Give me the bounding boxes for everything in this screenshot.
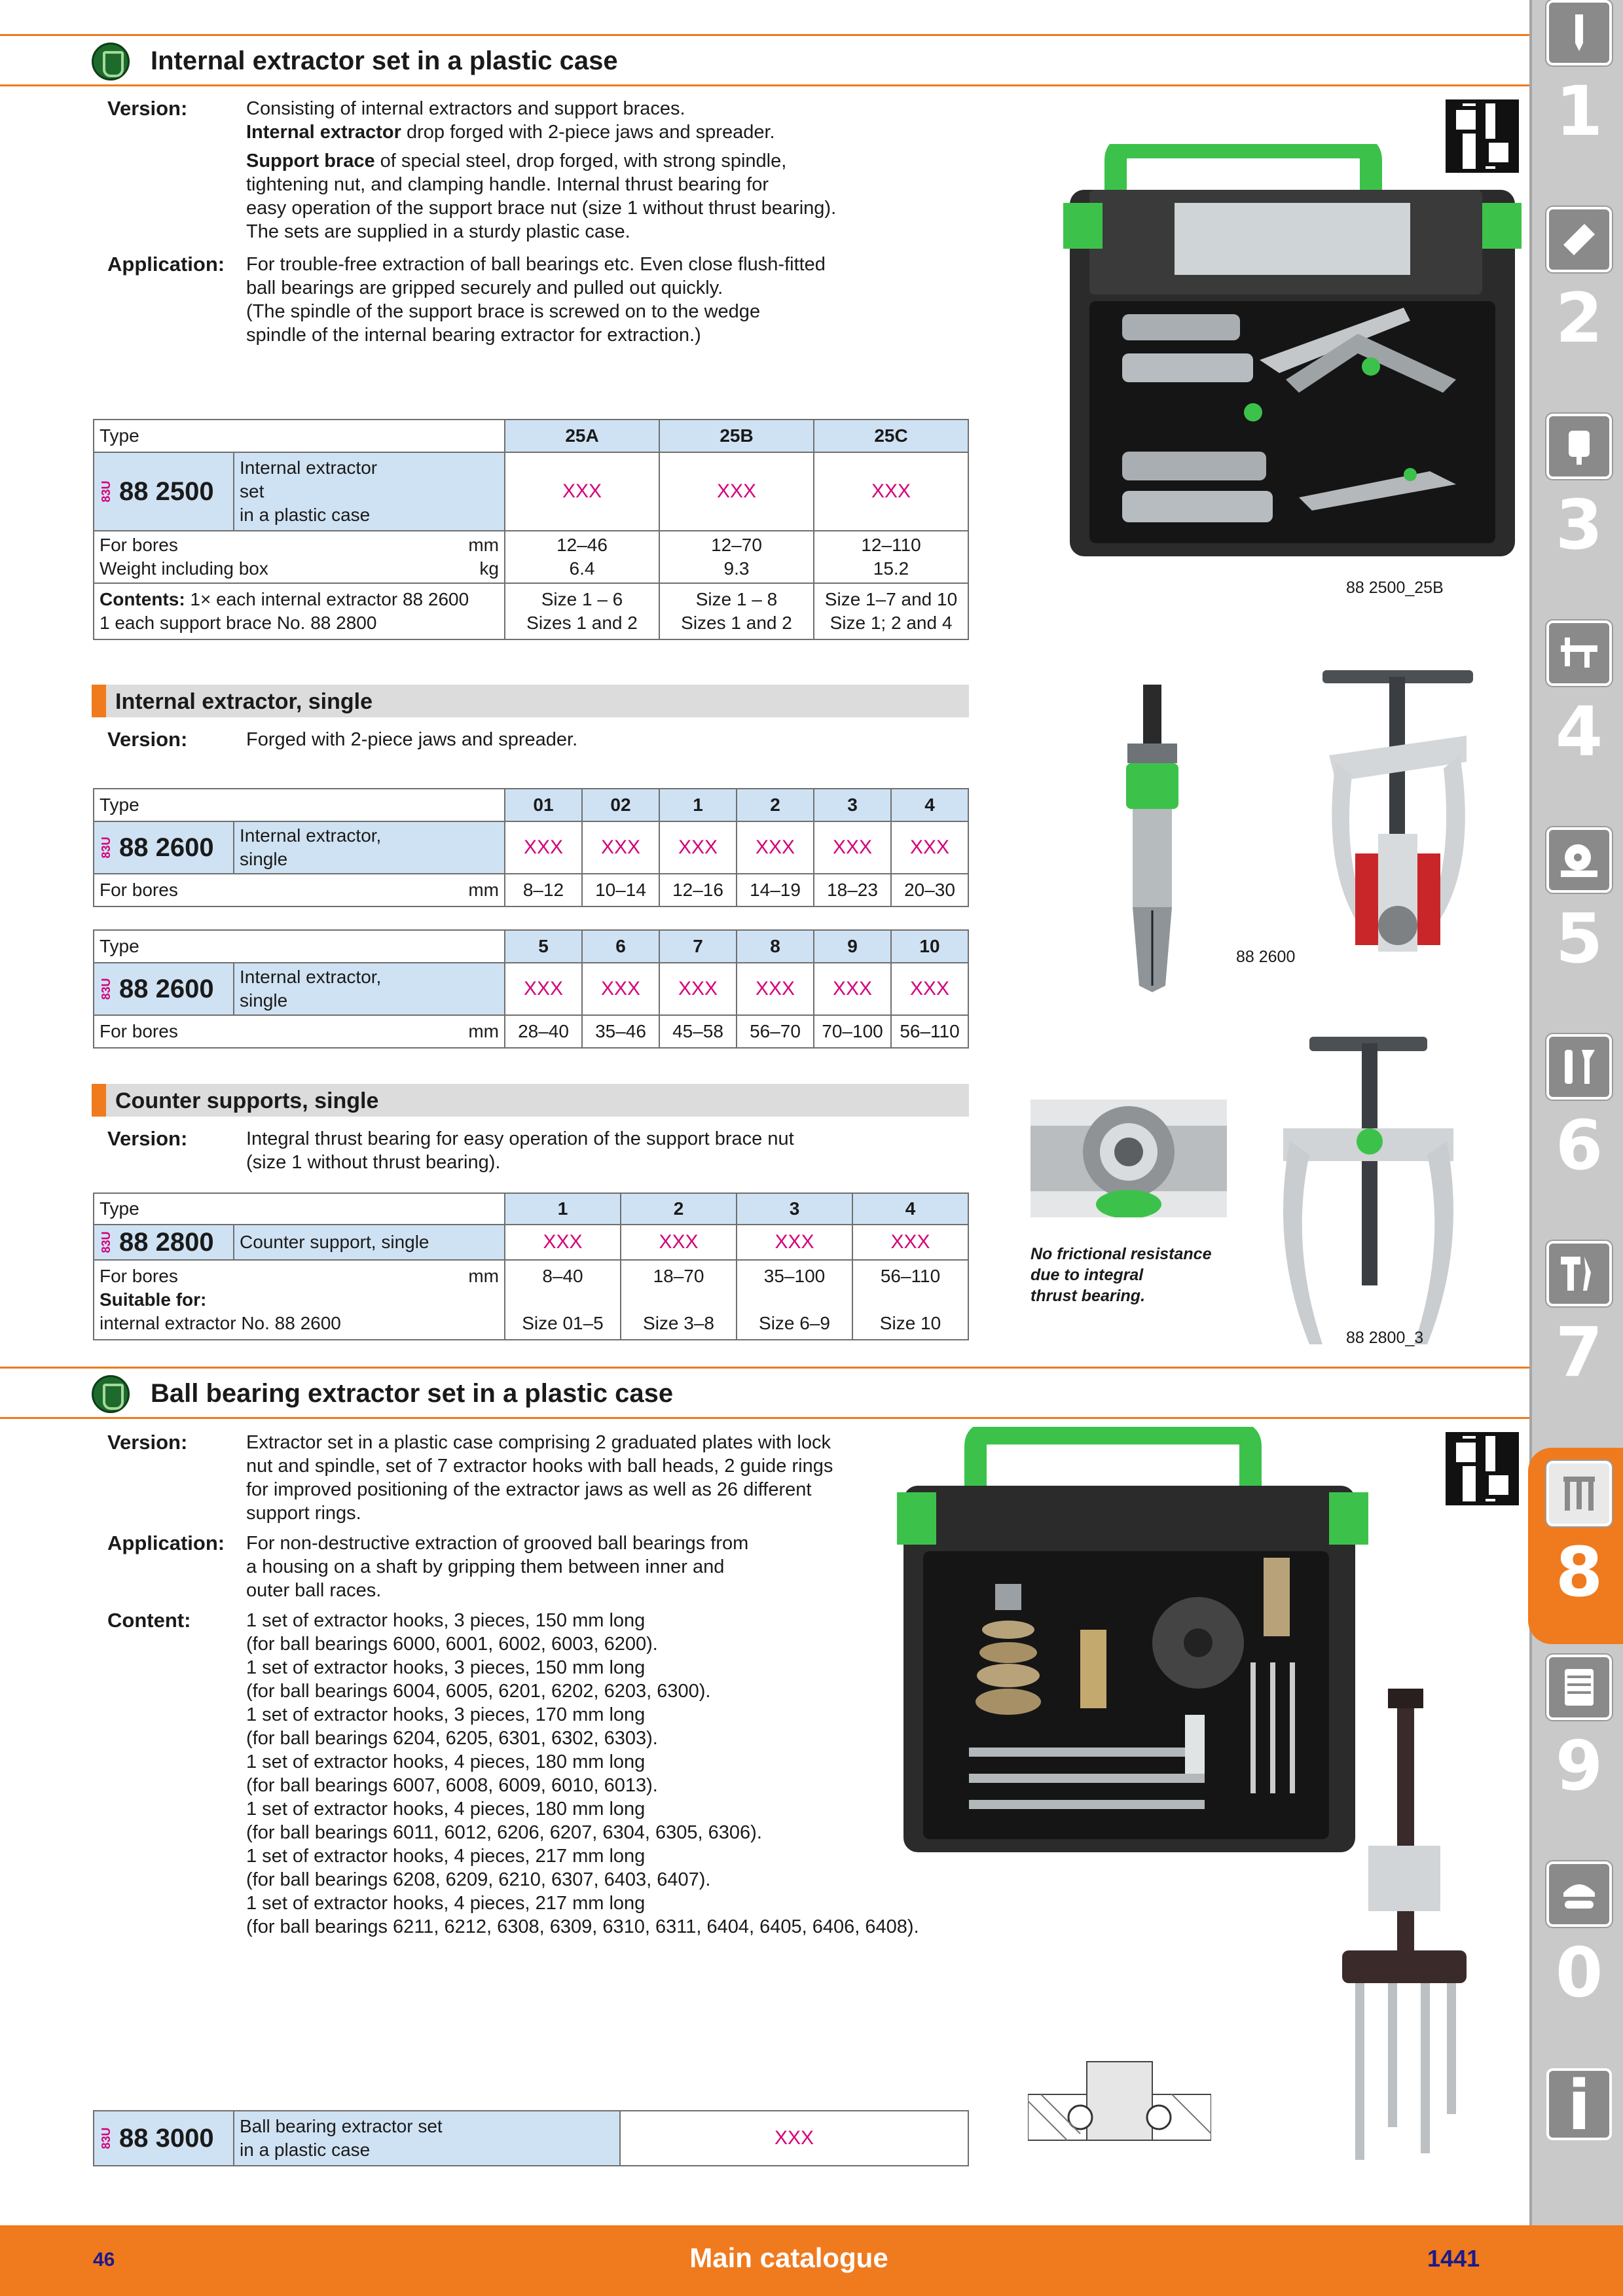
kukko-logo-icon (92, 43, 130, 81)
page-footer (0, 2225, 1623, 2296)
type-label: Type (94, 420, 505, 452)
chuck-icon (1546, 414, 1612, 479)
internal-extractor-photo (1113, 685, 1192, 992)
version-label: Version: (107, 97, 188, 120)
article-number: 83U 88 2600 (94, 821, 234, 874)
content-text: 1 set of extractor hooks, 3 pieces, 150 mm long (for ball bearings 6000, 6001, 6002, 6003, 6200). 1 set of extractor hooks, 3 pieces, 150 mm long (for ball bearings 6004, 6005, 6201, 6202, 6203, 6300). 1 set of extractor hooks, 3 pieces, 170 mm long (for ball bearings 6204, 6205, 6301, 6302, 6303). 1 set of extractor hooks, 4 pieces, 180 mm long (for ball bearings 6007, 6008, 6009, 6010, 6013). 1 set of extractor hooks, 4 pieces, 180 mm long (for ball bearings 6011, 6012, 6206, 6207, 6304, 6305, 6306). 1 set of extractor hooks, 4 pieces, 217 mm long (for ball bearings 6208, 6209, 6210, 6307, 6403, 6407). 1 set of extractor hooks, 4 pieces, 217 mm long (for ball bearings 6211, 6212, 6308, 6309, 6310, 6311, 6404, 6405, 6406, 6408). (246, 1610, 919, 1937)
photo-caption-882500: 88 2500_25B (1346, 579, 1444, 597)
chapter-tab-bar (1529, 0, 1623, 2225)
info-icon: i (1546, 2068, 1612, 2140)
section-header-internal-extractor-set (0, 34, 1529, 86)
photo-caption-882800: 88 2800_3 (1346, 1329, 1424, 1347)
extractor-set-case-photo (1063, 144, 1522, 576)
price-25c: XXX (814, 452, 968, 531)
application-text: For non-destructive extraction of grooved ball bearings from a housing on a shaft by gripping them between inner and outer ball races. (246, 1533, 749, 1601)
section-header-ball-bearing-extractor-set (0, 1367, 1529, 1419)
caliper-icon (1546, 620, 1612, 686)
thrust-bearing-closeup-photo (1030, 1100, 1227, 1217)
qr-code-icon[interactable] (1446, 1432, 1519, 1505)
content-label: Content: (107, 1609, 191, 1632)
single-table-882600-a: Type 01 02 1 2 3 4 83U 88 2600 Internal extractor, single XXX XXX XXX XXX XXX XXX For bores mm 8–12 10–14 12–16 14–19 18–23 20–30 (93, 788, 969, 907)
article-number: 83U 88 2600 (94, 963, 234, 1015)
page-number-right: 1441 (1427, 2245, 1480, 2272)
version-text: Extractor set in a plastic case comprising 2 graduated plates with lock nut and spindle, set of 7 extractor hooks with ball heads, 2 guide rings for improved positioning of the extractor jaws as well as 26 different support rings. (246, 1432, 833, 1524)
ball-bearing-set-table-883000 (93, 2110, 969, 2166)
chapter-tab-5[interactable]: 5 (1546, 827, 1612, 1024)
chapter-tab-8[interactable]: 8 (1532, 1461, 1623, 1657)
chapter-tab-2[interactable]: 2 (1546, 207, 1612, 403)
ball-bearing-extractor-assembly-photo (1329, 1689, 1480, 2166)
application-label: Application: (107, 253, 225, 276)
article-description: Counter support, single (234, 1225, 505, 1260)
chapter-tab-7[interactable]: 7 (1546, 1241, 1612, 1437)
price-25a: XXX (505, 452, 659, 531)
cutting-insert-icon (1546, 207, 1612, 272)
version-label: Version: (107, 1431, 188, 1454)
article-description: Ball bearing extractor set in a plastic case (234, 2111, 620, 2166)
chapter-tab-3[interactable]: 3 (1546, 414, 1612, 610)
single-table-882600-b: Type 5 6 7 8 9 10 83U 88 2600 Internal extractor, single XXX XXX XXX XXX XXX XXX For bores mm 28–40 35–46 45–58 56–70 70–100 56–110 (93, 929, 969, 1049)
pliers-hammer-icon (1546, 1241, 1612, 1306)
article-description: Internal extractor set in a plastic case (234, 452, 505, 531)
wrench-icon (1546, 1034, 1612, 1100)
application-label: Application: (107, 1532, 225, 1554)
safety-gear-icon (1546, 1861, 1612, 1927)
application-text: For trouble-free extraction of ball bearings etc. Even close flush-fitted ball bearings are gripped securely and pulled out quickly. (The spindle of the support brace is screwed on to the wedge spindle of the internal bearing extractor for extraction.) (246, 254, 826, 346)
version-text: Integral thrust bearing for easy operation of the support brace nut (size 1 without thrust bearing). (246, 1128, 794, 1173)
drill-bit-icon (1546, 0, 1612, 65)
version-text: Forged with 2-piece jaws and spreader. (246, 729, 578, 750)
version-text: Consisting of internal extractors and support braces. Internal extractor drop forged with 2-piece jaws and spreader. Support brace of special steel, drop forged, with strong spindle, tightening nut, and clamping handle. Internal thrust bearing for easy operation of the support brace nut (size 1 without thrust bearing). The sets are supplied in a sturdy plastic case. (246, 98, 837, 242)
chapter-tab-1[interactable]: 1 (1546, 0, 1612, 196)
subsection-header-internal-extractor-single: Internal extractor, single (92, 685, 969, 717)
price-883000: XXX (620, 2111, 968, 2166)
set-table-882500: Type 25A 25B 25C 83U 88 2500 Internal extractor set in a plastic case XXX XXX XXX For bores mm Weight including box kg 12–46 6.4 12–70 9.3 12–110 15.2 Contents: 1× each internal extractor 88 2600 1 each support brace No. 88 2800 Size 1 – 6 Sizes 1 and 2 Size 1 – 8 Sizes 1 and 2 Size 1–7 and 10 Size 1; 2 and 4 (93, 419, 969, 640)
subsection-header-counter-supports: Counter supports, single (92, 1084, 969, 1117)
chapter-tab-6[interactable]: 6 (1546, 1034, 1612, 1230)
puller-icon (1546, 1461, 1612, 1526)
kukko-logo-icon (92, 1375, 130, 1413)
counter-support-photo (1270, 1030, 1467, 1351)
counter-support-table-882800: Type 1 2 3 4 83U 88 2800 Counter support, single XXX XXX XXX XXX For bores mm Suitable for: internal extractor No. 88 2600 8–40 Size 01–5 18–70 Size 3–8 35–100 Size 6–9 56–110 Size 10 (93, 1193, 969, 1340)
ball-bearing-extractor-case-photo (897, 1427, 1381, 1859)
section-title: Ball bearing extractor set in a plastic case (151, 1379, 674, 1408)
article-description: Internal extractor, single (234, 963, 505, 1015)
saw-blade-icon (1546, 827, 1612, 893)
footer-title: Main catalogue (689, 2242, 888, 2273)
thrust-bearing-caption: No frictional resistance due to integral thrust bearing. (1030, 1245, 1212, 1305)
article-description: Internal extractor, single (234, 821, 505, 874)
page-number-left: 46 (93, 2249, 115, 2270)
version-label: Version: (107, 1127, 188, 1150)
price-25b: XXX (659, 452, 814, 531)
article-number: 83U 88 2800 (94, 1225, 234, 1260)
chapter-tab-4[interactable]: 4 (1546, 620, 1612, 817)
photo-caption-882600: 88 2600 (1236, 948, 1296, 966)
extractor-with-brace-photo (1316, 664, 1480, 978)
article-number: 83U 88 2500 (94, 452, 234, 531)
cabinet-icon (1546, 1655, 1612, 1720)
version-label: Version: (107, 728, 188, 751)
chapter-tab-0[interactable]: 0 (1546, 1861, 1612, 2058)
chapter-tab-9[interactable]: 9 (1546, 1655, 1612, 1851)
ball-bearing-section-diagram (1028, 2055, 1211, 2153)
section-title: Internal extractor set in a plastic case (151, 46, 618, 75)
article-number: 83U 88 3000 (94, 2111, 234, 2166)
